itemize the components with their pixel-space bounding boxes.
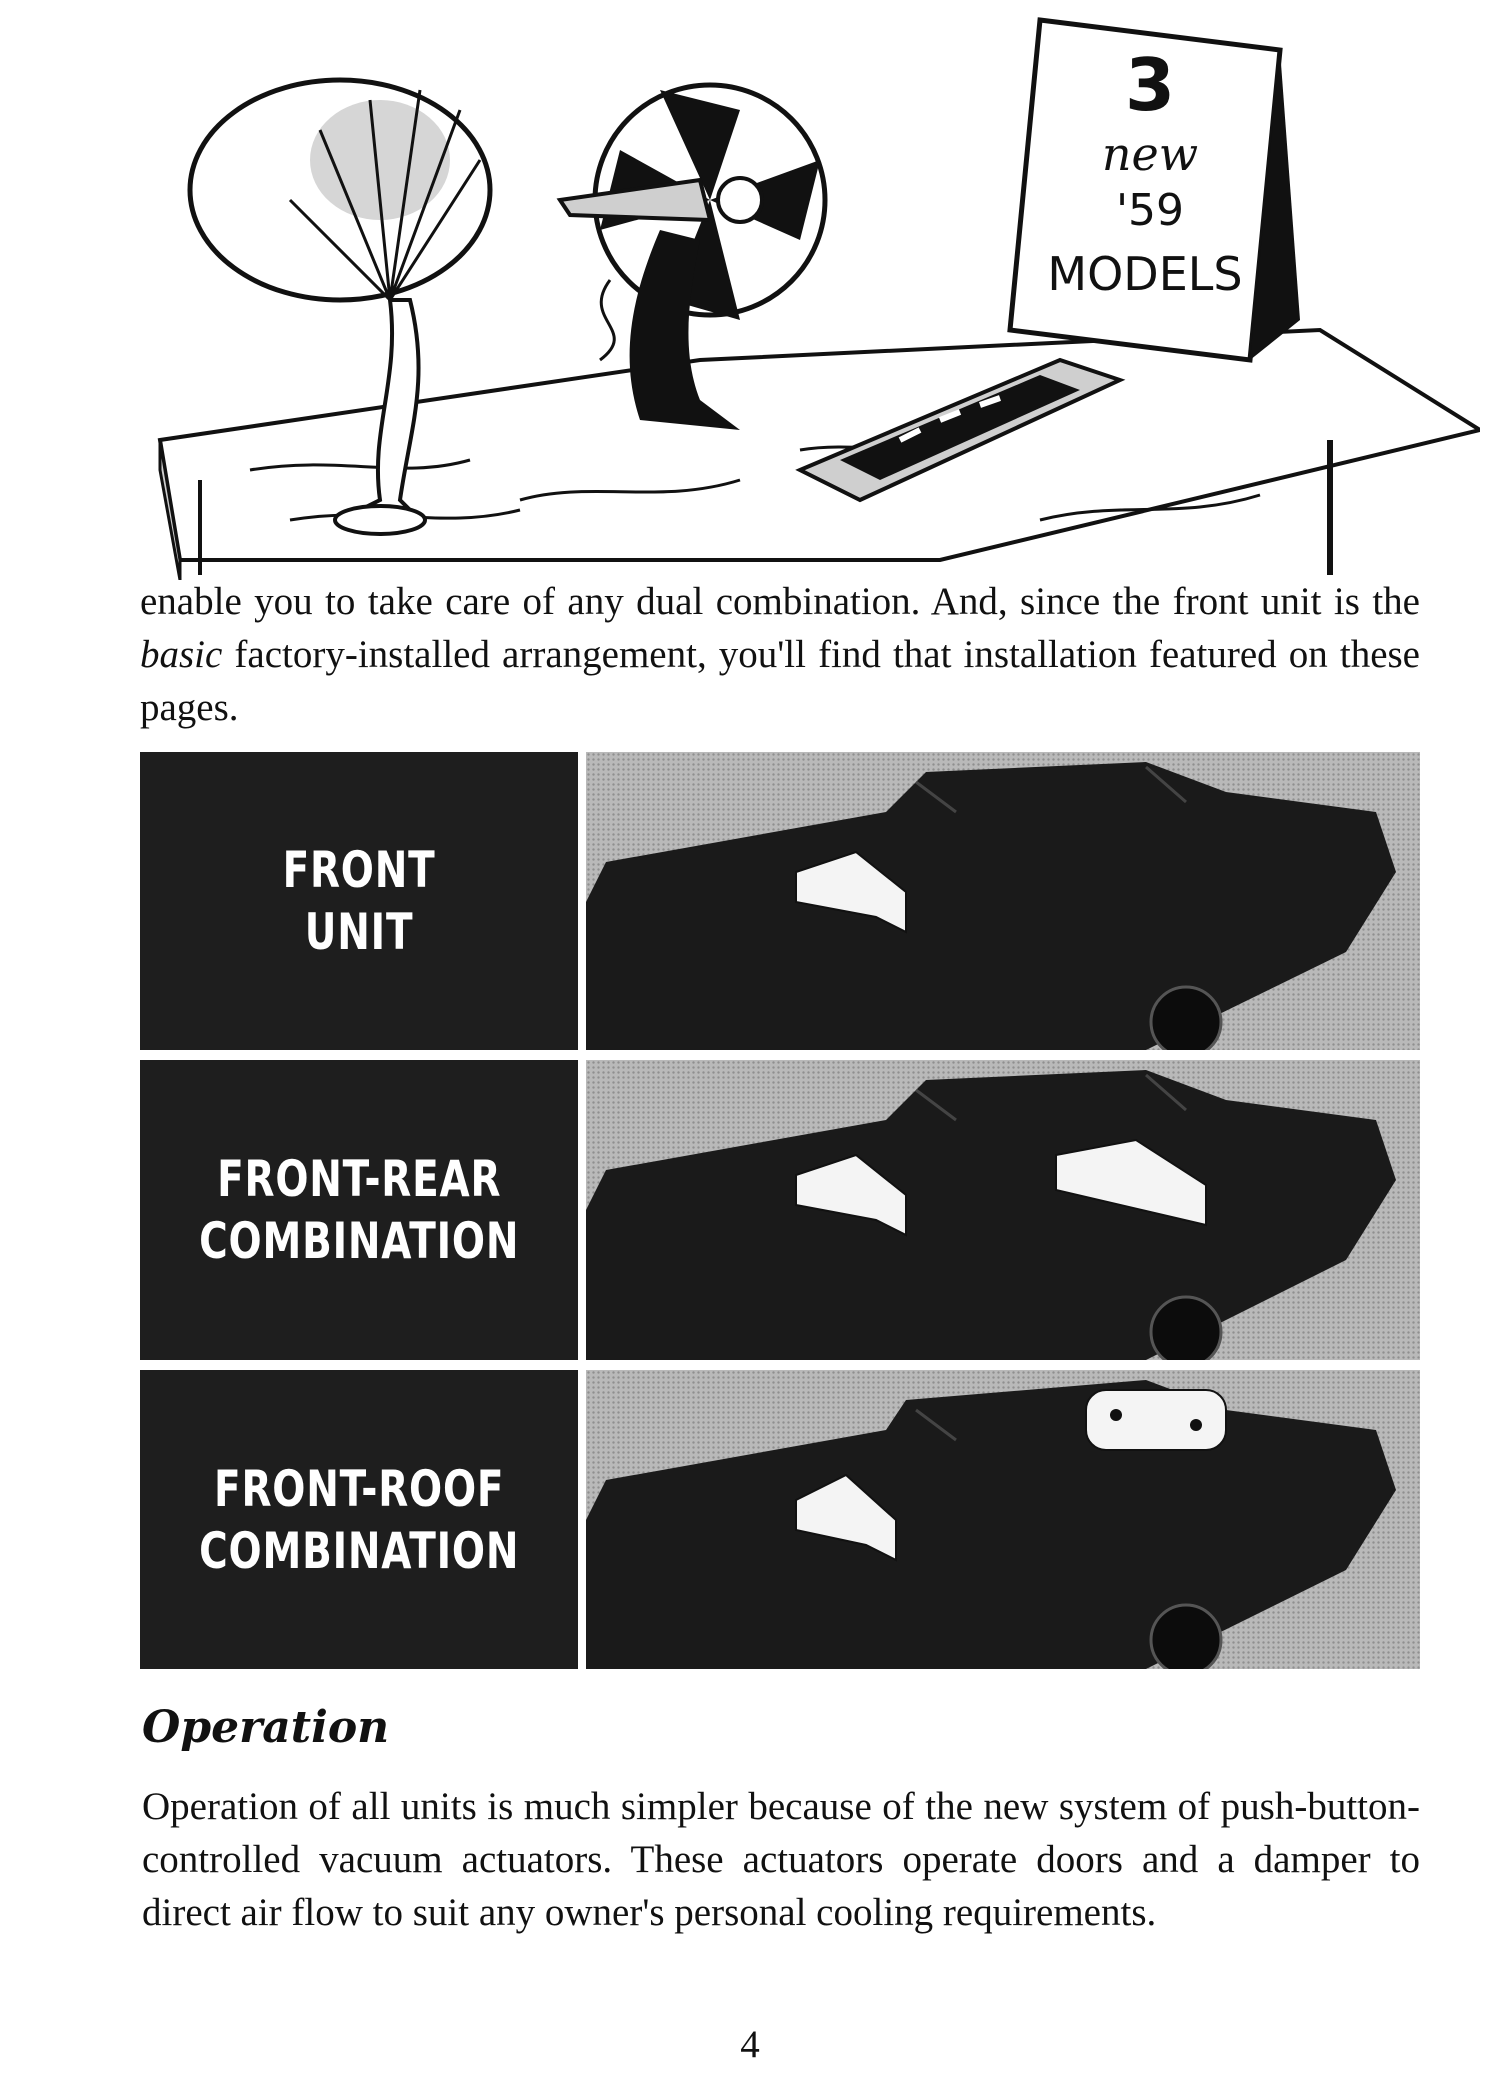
sign-number: 3	[1124, 43, 1176, 127]
panel-label: FRONT UNIT	[282, 841, 436, 961]
label-panel	[140, 1060, 578, 1360]
unit-comparison-grid	[140, 752, 1420, 1669]
panel-row-front-rear	[140, 1060, 1420, 1360]
sign-new: new	[1101, 127, 1199, 181]
ac-unit-roof	[1086, 1390, 1226, 1450]
models-sign	[1010, 20, 1300, 360]
section-body: Operation of all units is much simpler because of the new system of push-button-controlled vacuum actuators. These actuators operate doors and a damper to direct air flow to suit any owner's personal cooling requirements.	[142, 1785, 1420, 1934]
intro-text-2: factory-installed arrangement, you'll find that installation featured on these pages.	[140, 633, 1420, 729]
page-number: 4	[740, 2023, 760, 2066]
sign-year: '59	[1115, 185, 1185, 236]
panel-row-front-unit	[140, 752, 1420, 1050]
car-image-front-roof	[586, 1370, 1420, 1669]
panel-label: FRONT-ROOF COMBINATION	[198, 1459, 520, 1580]
sign-models: MODELS	[1047, 247, 1243, 301]
section-heading: Operation	[142, 1702, 390, 1753]
label-panel	[140, 752, 578, 1050]
panel-label: FRONT-REAR COMBINATION	[198, 1150, 520, 1270]
cartoon-illustration	[140, 0, 1480, 580]
car-image-front-unit	[586, 752, 1420, 1050]
label-panel	[140, 1370, 578, 1669]
intro-emphasis: basic	[140, 633, 223, 676]
intro-text-1: enable you to take care of any dual combination. And, since the front unit is the	[140, 580, 1420, 623]
intro-paragraph	[140, 575, 1420, 734]
panel-row-front-roof	[140, 1370, 1420, 1669]
car-image-front-rear	[586, 1060, 1420, 1360]
